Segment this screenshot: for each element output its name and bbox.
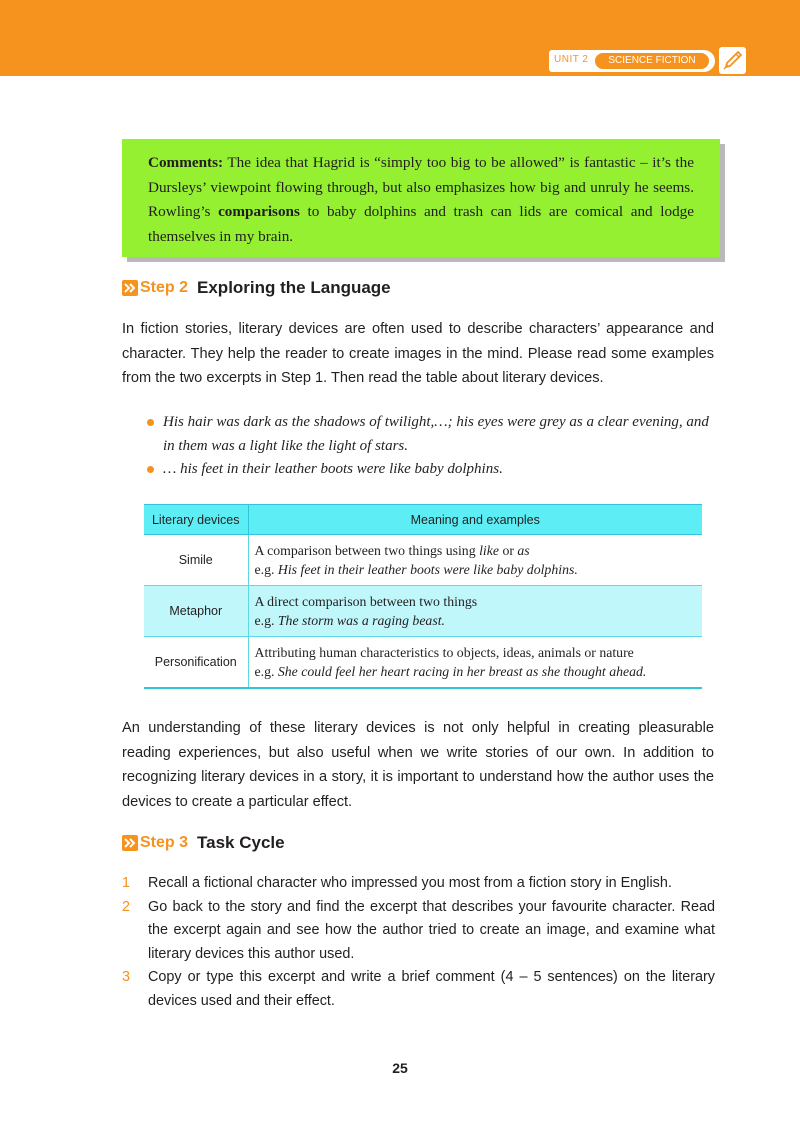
double-chevron-icon: [122, 280, 138, 296]
task-text: Copy or type this excerpt and write a brief comment (4 – 5 sentences) on the literary devices used and their effect.: [148, 969, 715, 1009]
task-number: 2: [122, 898, 131, 915]
example-item: His hair was dark as the shadows of twilight,…; his eyes were grey as a clear evening, and in them was a light like the light of stars.: [146, 411, 721, 458]
task-item: [122, 896, 715, 967]
simile-definition: A comparison between two things using like or as: [254, 543, 530, 558]
step2-title: Exploring the Language: [197, 278, 391, 297]
example-item: … his feet in their leather boots were like baby dolphins.: [146, 458, 721, 482]
unit-label: UNIT 2: [554, 54, 589, 65]
task-number: 1: [122, 875, 131, 891]
task-text: Go back to the story and find the excerpt that describes your favourite character. Read the excerpt again and see how the author tried to create an image, and examine what literary devices this author used.: [148, 898, 715, 962]
metaphor-example: e.g. The storm was a raging beast.: [254, 613, 445, 628]
table-row: [144, 637, 702, 688]
device-personification: Personification: [144, 637, 248, 688]
step3-title: Task Cycle: [197, 833, 285, 852]
device-metaphor: Metaphor: [144, 586, 248, 637]
step3-heading: [122, 832, 285, 854]
step2-label: Step 2: [140, 279, 189, 296]
header-meaning-examples: Meaning and examples: [248, 505, 702, 535]
unit-title: SCIENCE FICTION: [595, 53, 709, 69]
simile-meaning: [248, 535, 702, 586]
simile-example: e.g. His feet in their leather boots were like baby dolphins.: [254, 562, 578, 577]
personification-definition: Attributing human characteristics to objects, ideas, animals or nature: [254, 644, 634, 660]
header-literary-devices: Literary devices: [144, 505, 248, 535]
device-simile: Simile: [144, 535, 248, 586]
comment-label: Comments:: [148, 154, 224, 171]
double-chevron-icon: [122, 835, 138, 851]
comment-bold-word: comparisons: [218, 203, 300, 220]
task-number: 3: [122, 969, 131, 985]
unit-tag: [549, 50, 715, 72]
pen-icon: [719, 47, 746, 74]
task-item: [122, 872, 715, 896]
table-header-row: [144, 505, 702, 535]
task-list: [122, 872, 715, 1013]
step2-heading: [122, 277, 391, 299]
step2-intro: In fiction stories, literary devices are often used to describe characters’ appearance and character. They help the reader to create images in the mind. Please read some examples from the two excerpts in Step 1. Then read the table about literary devices.: [122, 321, 714, 386]
page-number: 25: [392, 1060, 408, 1076]
personification-meaning: [248, 637, 702, 688]
task-item: [122, 966, 715, 1013]
step3-label: Step 3: [140, 834, 189, 851]
task-text: Recall a fictional character who impressed you most from a fiction story in English.: [148, 875, 672, 891]
comment-box: [122, 139, 720, 257]
comment-text-2: to baby dolphins and trash can lids are comical and lodge themselves in my brain.: [148, 203, 695, 245]
table-row: [144, 586, 702, 637]
example-list: [146, 411, 721, 482]
metaphor-meaning: [248, 586, 702, 637]
table-row: [144, 535, 702, 586]
literary-devices-table: [144, 504, 702, 689]
personification-example: e.g. She could feel her heart racing in her breast as she thought ahead.: [254, 663, 647, 679]
comment-text-1: The idea that Hagrid is “simply too big to be allowed” is fantastic – it’s the Dursleys’ viewpoint flowing through, but also emphasizes how big and unruly he seems. Rowling’s: [148, 154, 694, 220]
step2-conclusion: An understanding of these literary devices is not only helpful in creating pleasurable reading experiences, but also useful when we write stories of our own. In addition to recognizing literary devices in a story, it is important to understand how the author uses the devices to create a particular effect.: [122, 720, 714, 810]
metaphor-definition: A direct comparison between two things: [254, 594, 478, 609]
